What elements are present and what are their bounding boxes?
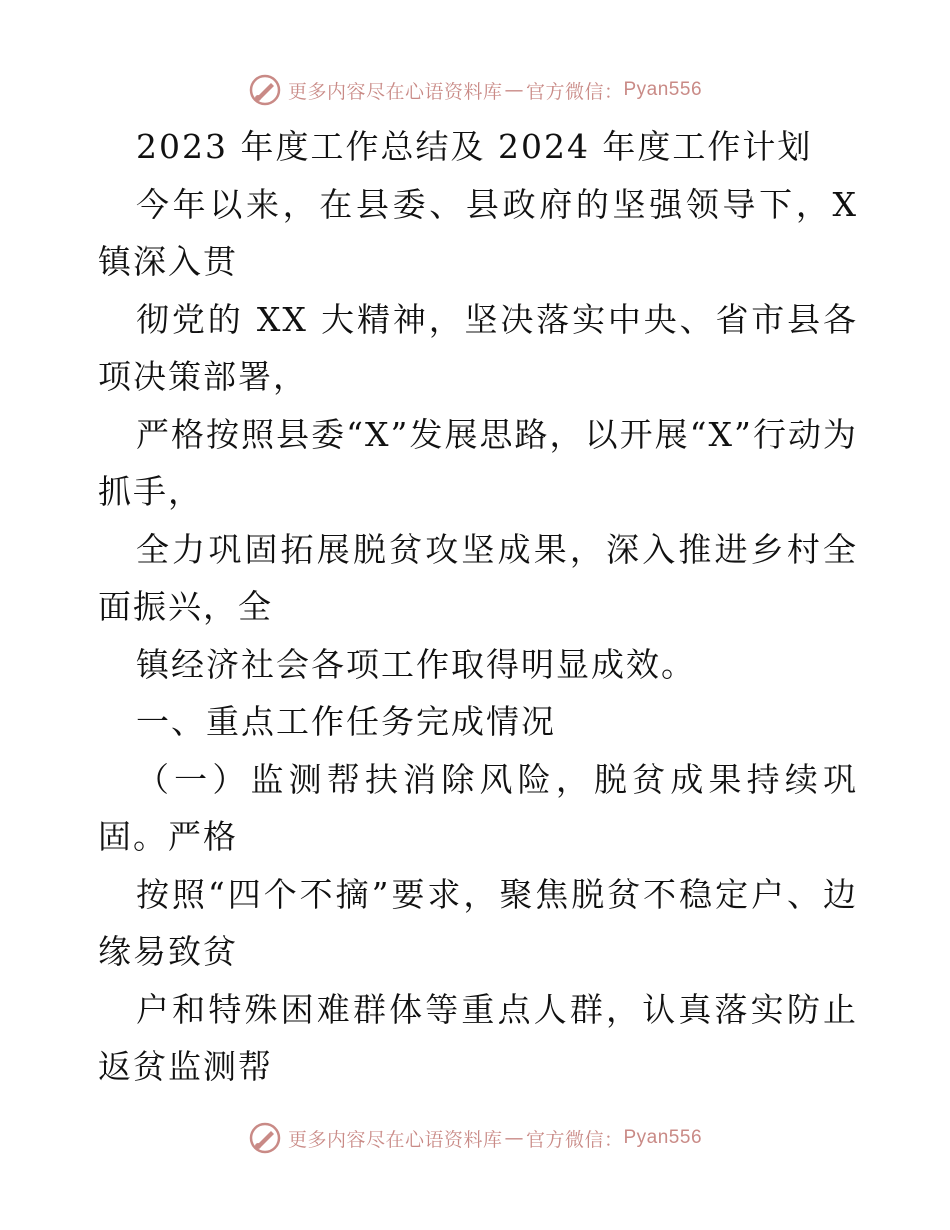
watermark-prefix: 更多内容尽在心语资料库 — [287, 1128, 503, 1151]
paragraph: 镇经济社会各项工作取得明显成效。 — [136, 644, 696, 684]
watermark-prefix: 更多内容尽在心语资料库 — [287, 80, 503, 103]
paragraph: （一）监测帮扶消除风险，脱贫成果持续巩固。严格 — [98, 759, 858, 856]
watermark-header — [0, 70, 950, 110]
watermark-middle: 官方微信： — [525, 1128, 624, 1151]
document-body — [98, 118, 858, 1096]
paragraph: 全力巩固拓展脱贫攻坚成果，深入推进乡村全面振兴，全 — [98, 529, 858, 626]
watermark-footer — [0, 1118, 950, 1158]
watermark-separator: — — [504, 79, 524, 101]
paragraph: 户和特殊困难群体等重点人群，认真落实防止返贫监测帮 — [98, 989, 858, 1086]
watermark-id: Pyan556 — [623, 1127, 703, 1148]
brush-circle-icon — [248, 73, 282, 107]
watermark-middle: 官方微信： — [525, 80, 624, 103]
paragraph: 严格按照县委“X”发展思路，以开展“X”行动为抓手， — [98, 414, 858, 511]
watermark-separator: — — [504, 1127, 524, 1149]
document-title: 2023 年度工作总结及 2024 年度工作计划 — [136, 127, 813, 166]
paragraph: 彻党的 XX 大精神，坚决落实中央、省市县各项决策部署， — [98, 299, 858, 396]
section-heading: 一、重点工作任务完成情况 — [136, 702, 556, 741]
paragraph: 按照“四个不摘”要求，聚焦脱贫不稳定户、边缘易致贫 — [98, 874, 858, 971]
brush-circle-icon — [248, 1121, 282, 1155]
watermark-id: Pyan556 — [623, 79, 703, 100]
paragraph: 今年以来，在县委、县政府的坚强领导下，X 镇深入贯 — [98, 184, 858, 281]
